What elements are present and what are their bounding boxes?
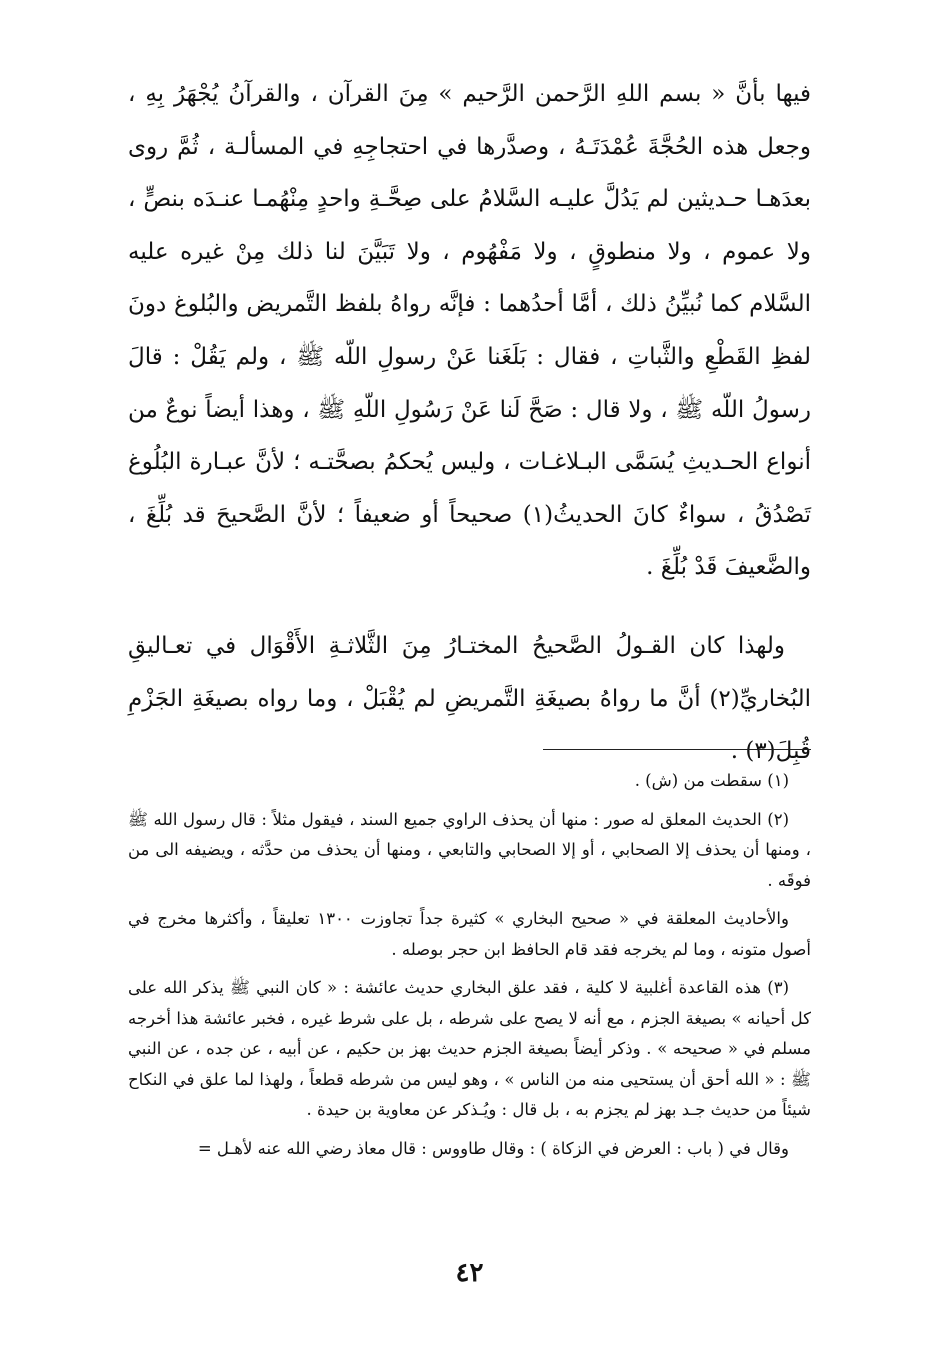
footnote-divider xyxy=(543,749,811,750)
page-number: ٤٢ xyxy=(455,1258,484,1288)
footnote-2: (٢) الحديث المعلق له صور : منها أن يحذف الراوي جميع السند ، فيقول مثلاً : قال رسول الله ﷺ ، ومنها أن يحذف إلا الصحابي ، أو إلا الصحابي والتابعي ، ومنها أن يحذف من حدَّثه ، ويضيفه الى من فوقَه . xyxy=(128,809,811,890)
footnote-2-continuation: والأحاديث المعلقة في « صحيح البخاري » كثيرة جداً تجاوزت ١٣٠٠ تعليقاً ، وأكثرها مخرج في أصول متونه ، وما لم يخرجه فقد قام الحافظ ابن حجر بوصله . xyxy=(128,909,811,959)
main-text-body xyxy=(128,68,811,778)
footnote-3-continuation: وقال في ( باب : العرض في الزكاة ) : وقال طاووس : قال معاذ رضي الله عنه لأهـل = xyxy=(197,1138,789,1158)
footnote-3: (٣) هذه القاعدة أغلبية لا كلية ، فقد علق البخاري حديث عائشة : « كان النبي ﷺ يذكر الله على كل أحيانه » بصيغة الجزم ، مع أنه لا يصح على شرطه ، بل على شرط غيره ، فخبر عائشة هذا أخرجه مسلم في « صحيحه » . وذكر أيضاً بصيغة الجزم حديث بهز بن حكيم ، عن أبيه ، عن جده ، عن النبي ﷺ : « الله أحق أن يستحيى منه من الناس » ، وهو ليس من شرطه قطعاً ، ولهذا لما علق في النكاح شيئاً من حديث جـد بهز لم يجزم به ، بل قال : ويُـذكر عن معاوية بن حيدة . xyxy=(128,978,811,1119)
main-paragraph-1: فيها بأنَّ « بسم اللهِ الرَّحمن الرَّحيم » مِنَ القرآن ، والقرآنُ يُجْهَرُ بِهِ ، وجعل هذه الحُجَّةَ عُمْدَتَـهُ ، وصدَّرها في احتجاجِهِ في المسألـة ، ثُمَّ روى بعدَهـا حـديثين لم يَدُلَّ عليـه السَّلامُ على صِحَّـةِ واحدٍ مِنْهُمـا عنـدَه بنصٍّ ، ولا عموم ، ولا منطوقٍ ، ولا مَفْهُوم ، ولا تَبَيَّنَ لنا ذلك مِنْ غيره عليه السَّلام كما نُبيِّنُ ذلك ، أمَّا أحدُهما : فإنَّه رواهُ بلفظ التَّمريض والبُلوغ دونَ لفظِ القَطْعِ والثَّباتِ ، فقال : بَلَغَنا عَنْ رسولِ اللّه ﷺ ، ولم يَقُلْ : قالَ رسولُ اللّه ﷺ ، ولا قال : صَحَّ لَنا عَنْ رَسُولِ اللّهِ ﷺ ، وهذا أيضاً نوعٌ من أنواع الحـديثِ يُسَمَّى البـلاغـات ، وليس يُحكمُ بصحَّتـه ؛ لأنَّ عبـارة البُلُوغ تَصْدُقُ ، سواءٌ كانَ الحديثُ(١) صحيحاً أو ضعيفاً ؛ لأنَّ الصَّحيحَ قد بُلِّغَ ، والضَّعيفَ قَدْ بُلِّغَ . xyxy=(128,81,811,581)
footnotes-section xyxy=(128,766,811,1164)
footnote-1: (١) سقطت من (ش) . xyxy=(634,771,789,790)
main-paragraph-2: ولهذا كان القـولُ الصَّحيحُ المختـارُ مِنَ الثَّلاثـةِ الأَقْوَال في تعـاليقِ البُخاريِّ(٢) أنَّ ما رواهُ بصيغَةِ التَّمريضِ لم يُقْبَلْ ، وما رواه بصيغَةِ الجَزْمِ قُبِلَ(٣) . xyxy=(128,632,811,765)
